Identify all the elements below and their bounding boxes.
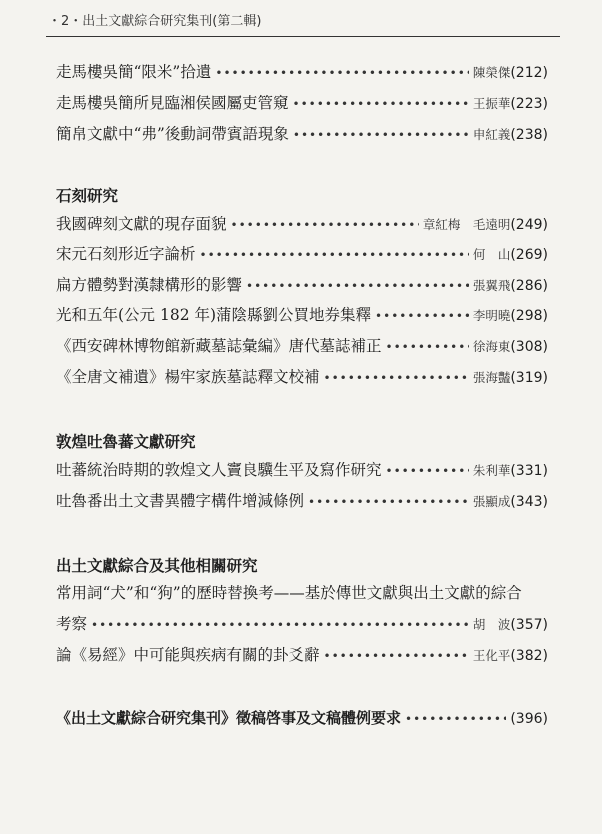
- entry-page: (396): [510, 711, 548, 727]
- leader-dots: [386, 337, 469, 357]
- toc-entry[interactable]: [56, 305, 548, 326]
- entry-author: 申紅義: [472, 127, 511, 142]
- toc-entry[interactable]: [56, 491, 548, 512]
- entry-author: 王化平: [472, 648, 511, 663]
- entry-title: 吐蕃統治時期的敦煌文人竇良驥生平及寫作研究: [56, 461, 382, 479]
- entry-title-line2: 考察: [56, 615, 88, 633]
- entry-title: 《出土文獻綜合研究集刊》徵稿啓事及文稿體例要求: [56, 709, 402, 727]
- entry-title: 走馬樓吳簡“限米”拾遺: [56, 63, 212, 81]
- toc-entry[interactable]: [56, 275, 548, 296]
- leader-dots: [91, 615, 469, 635]
- entry-page: (238): [510, 127, 548, 143]
- entry-page: (249): [510, 217, 548, 233]
- leader-dots: [375, 306, 469, 326]
- toc-entry[interactable]: [56, 645, 548, 666]
- entry-author: 胡 波: [472, 617, 511, 632]
- leader-dots: [293, 94, 469, 114]
- entry-author: 朱利華: [472, 463, 511, 478]
- entry-title: 論《易經》中可能與疾病有關的卦爻辭: [56, 646, 320, 664]
- entry-page: (269): [510, 247, 548, 263]
- leader-dots: [293, 125, 469, 145]
- entry-page: (286): [510, 278, 548, 294]
- toc-entry[interactable]: [56, 367, 548, 388]
- entry-title: 《西安碑林博物館新藏墓誌彙編》唐代墓誌補正: [56, 337, 382, 355]
- entry-page: (382): [510, 648, 548, 664]
- toc-entry[interactable]: [56, 214, 548, 235]
- entry-page: (357): [510, 617, 548, 633]
- entry-title: 光和五年(公元 182 年)蒲陰縣劉公買地券集釋: [56, 306, 372, 324]
- entry-page: (223): [510, 96, 548, 112]
- toc-entry-final[interactable]: [56, 708, 548, 729]
- leader-dots: [246, 276, 469, 296]
- entry-page: (331): [510, 463, 548, 479]
- entry-title: 扁方體勢對漢隸構形的影響: [56, 276, 243, 294]
- entry-title-line1[interactable]: 常用詞“犬”和“狗”的歷時替換考——基於傳世文獻與出土文獻的綜合: [56, 584, 522, 602]
- entry-page: (212): [510, 65, 548, 81]
- section-heading-dunhuang: 敦煌吐魯蕃文獻研究: [56, 433, 196, 451]
- leader-dots: [308, 492, 469, 512]
- leader-dots: [386, 461, 469, 481]
- entry-author: 王振華: [472, 96, 511, 111]
- toc-entry[interactable]: [56, 614, 548, 635]
- entry-title: 《全唐文補遺》楊牢家族墓誌釋文校補: [56, 368, 320, 386]
- toc-entry[interactable]: [56, 336, 548, 357]
- section-heading-other: 出土文獻綜合及其他相關研究: [56, 557, 258, 575]
- toc-entry[interactable]: [56, 460, 548, 481]
- entry-title: 宋元石刻形近字論析: [56, 245, 196, 263]
- entry-page: (308): [510, 339, 548, 355]
- leader-dots: [200, 245, 469, 265]
- toc-entry[interactable]: [56, 244, 548, 265]
- entry-author: 張翼飛: [472, 278, 511, 293]
- entry-author: 陳榮傑: [472, 65, 511, 80]
- toc-entry[interactable]: [56, 62, 548, 83]
- leader-dots: [324, 646, 469, 666]
- entry-author: 張海豔: [472, 370, 511, 385]
- entry-author: 李明曉: [472, 308, 511, 323]
- header-rule: [46, 36, 560, 37]
- entry-title: 我國碑刻文獻的現存面貌: [56, 215, 227, 233]
- entry-author: 章紅梅 毛遠明: [422, 217, 511, 232]
- toc-entry[interactable]: [56, 93, 548, 114]
- entry-page: (319): [510, 370, 548, 386]
- leader-dots: [324, 368, 469, 388]
- entry-page: (343): [510, 494, 548, 510]
- entry-author: 何 山: [472, 247, 511, 262]
- running-header: ・2・出土文獻綜合研究集刊(第二輯): [48, 14, 262, 29]
- toc-entry[interactable]: [56, 124, 548, 145]
- entry-title: 簡帛文獻中“弗”後動詞帶賓語現象: [56, 125, 289, 143]
- entry-title: 走馬樓吳簡所見臨湘侯國屬吏管窺: [56, 94, 289, 112]
- entry-title: 吐魯番出土文書異體字構件增減條例: [56, 492, 305, 510]
- leader-dots: [215, 63, 468, 83]
- leader-dots: [405, 709, 506, 729]
- leader-dots: [231, 215, 419, 235]
- section-heading-stone: 石刻研究: [56, 187, 119, 205]
- entry-page: (298): [510, 308, 548, 324]
- entry-author: 徐海東: [472, 339, 511, 354]
- entry-author: 張顯成: [472, 494, 511, 509]
